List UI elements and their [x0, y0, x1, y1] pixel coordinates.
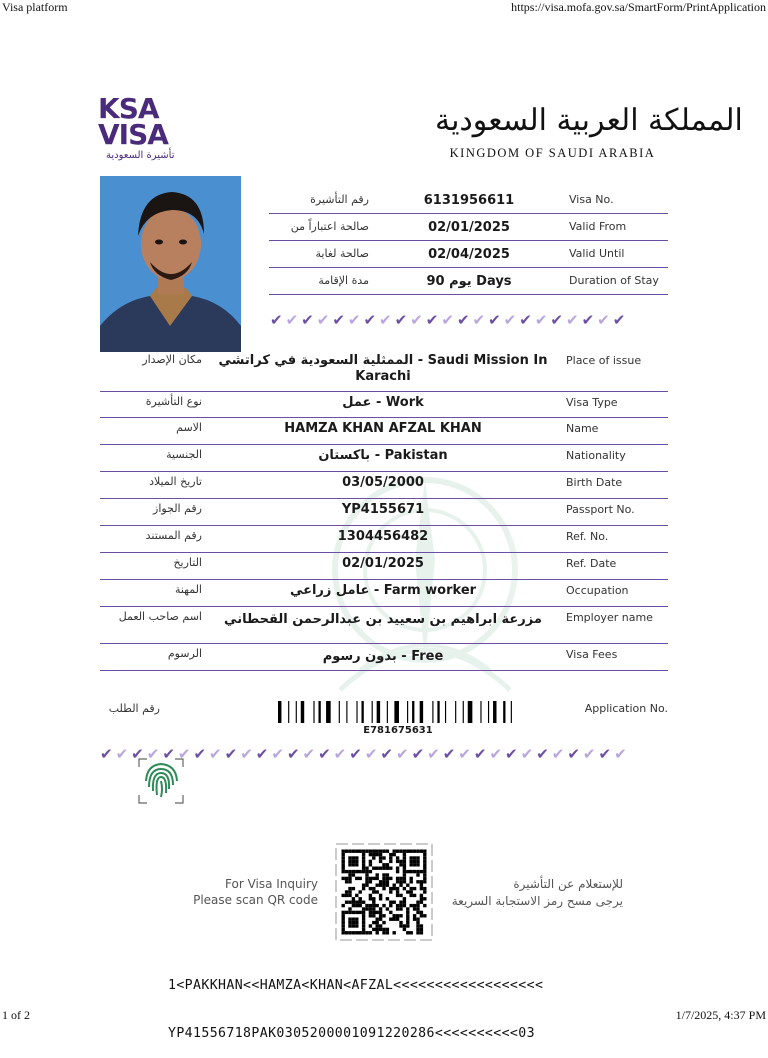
ref-date-label-en: Ref. Date	[566, 557, 617, 570]
check-mark-icon: ✔	[410, 311, 423, 329]
check-mark-icon: ✔	[581, 311, 595, 329]
birth-date-label-ar: تاريخ الميلاد	[149, 475, 202, 488]
visa-no-row	[269, 187, 668, 214]
visa-fees-label-en: Visa Fees	[566, 648, 618, 661]
check-mark-icon: ✔	[316, 311, 330, 329]
occupation-row	[100, 580, 668, 607]
inquiry-qr-code[interactable]	[335, 843, 433, 941]
print-page-url: https://visa.mofa.gov.sa/SmartForm/PrintApplication	[511, 0, 766, 14]
employer-row	[100, 607, 668, 644]
print-datetime: 1/7/2025, 4:37 PM	[675, 1008, 766, 1022]
duration-label-en: Duration of Stay	[569, 274, 659, 287]
application-barcode	[278, 701, 518, 723]
place-of-issue-label-en: Place of issue	[566, 354, 642, 367]
birth-date-label-en: Birth Date	[566, 476, 623, 489]
duration-label-ar: مدة الإقامة	[318, 274, 369, 287]
check-mark-icon: ✔	[177, 745, 191, 763]
visa-type-row	[100, 392, 668, 418]
nationality-row	[100, 445, 668, 472]
check-mark-icon: ✔	[614, 745, 627, 763]
visa-type-label-ar: نوع التأشيرة	[145, 395, 202, 408]
passport-no-label-en: Passport No.	[566, 503, 635, 516]
logo-visa-text: VISA	[98, 118, 168, 151]
kingdom-arabic-title: المملكة العربية السعودية	[435, 103, 743, 138]
check-mark-icon: ✔	[333, 745, 347, 763]
occupation-label-en: Occupation	[566, 584, 629, 597]
check-mark-icon: ✔	[534, 311, 548, 329]
print-page-title: Visa platform	[2, 0, 68, 14]
visa-fees-row	[100, 644, 668, 671]
occupation-label-ar: المهنة	[174, 583, 202, 596]
check-divider-top	[270, 311, 670, 329]
inquiry-ar-line1: للإستعلام عن التأشيرة	[513, 877, 623, 891]
inquiry-ar-line2: يرجى مسح رمز الاستجابة السريعة	[451, 894, 623, 908]
occupation-value: عامل زراعي - Farm worker	[289, 583, 477, 598]
check-mark-icon: ✔	[271, 745, 284, 763]
birth-date-row	[100, 472, 668, 499]
check-mark-icon: ✔	[458, 745, 471, 763]
check-mark-icon: ✔	[379, 311, 392, 329]
visa-no-label-en: Visa No.	[569, 193, 614, 206]
employer-value: مزرعة ابراهيم بن سعييد بن عبدالرحمن القحطاني	[224, 612, 542, 627]
check-mark-icon: ✔	[551, 745, 565, 763]
check-mark-icon: ✔	[318, 745, 331, 763]
inquiry-text-en	[190, 876, 318, 908]
valid-from-label-en: Valid From	[569, 220, 627, 233]
check-mark-icon: ✔	[332, 311, 345, 329]
valid-from-label-ar: صالحة اعتباراً من	[290, 220, 369, 233]
check-mark-icon: ✔	[472, 311, 486, 329]
mrz-line-1: 1<PAKKHAN<<HAMZA<KHAN<AFZAL<<<<<<<<<<<<<<<<<<	[168, 978, 544, 993]
visa-no-value: 6131956611	[423, 193, 515, 208]
check-mark-icon: ✔	[505, 745, 518, 763]
check-mark-icon: ✔	[115, 745, 129, 763]
check-mark-icon: ✔	[193, 745, 207, 763]
fingerprint-icon	[137, 757, 185, 805]
check-mark-icon: ✔	[441, 311, 454, 329]
visa-fees-value: بدون رسوم - Free	[322, 649, 444, 664]
passport-no-row	[100, 499, 668, 526]
check-mark-icon: ✔	[550, 311, 563, 329]
check-mark-icon: ✔	[146, 745, 160, 763]
visa-no-label-ar: رقم التأشيرة	[310, 193, 369, 206]
check-mark-icon: ✔	[301, 311, 314, 329]
name-label-ar: الاسم	[176, 421, 202, 434]
duration-value: 90 يوم Days	[426, 274, 512, 289]
check-mark-icon: ✔	[519, 311, 532, 329]
nationality-value: باكستان - Pakistan	[318, 448, 448, 463]
ref-date-value: 02/01/2025	[342, 556, 424, 571]
check-mark-icon: ✔	[411, 745, 425, 763]
ref-no-value: 1304456482	[337, 529, 429, 544]
check-mark-icon: ✔	[270, 311, 283, 329]
check-mark-icon: ✔	[302, 745, 316, 763]
check-mark-icon: ✔	[380, 745, 393, 763]
ksa-visa-logo	[98, 92, 182, 166]
check-mark-icon: ✔	[162, 745, 175, 763]
inquiry-text-ar	[445, 876, 623, 910]
check-mark-icon: ✔	[582, 745, 596, 763]
application-no-label-en: Application No.	[584, 702, 668, 715]
check-mark-icon: ✔	[255, 745, 269, 763]
passport-no-label-ar: رقم الجواز	[153, 502, 202, 515]
ref-no-label-en: Ref. No.	[566, 530, 609, 543]
check-mark-icon: ✔	[520, 745, 534, 763]
print-header	[0, 0, 768, 14]
check-divider-bottom	[100, 745, 670, 763]
kingdom-english-title: KINGDOM OF SAUDI ARABIA	[449, 146, 656, 160]
passport-no-value: YP4155671	[341, 502, 425, 517]
name-row	[100, 418, 668, 445]
employer-label-ar: اسم صاحب العمل	[118, 610, 202, 623]
kingdom-header	[435, 96, 743, 161]
place-of-issue-value: الممثلية السعودية في كراتشي - Saudi Mission In Karachi	[218, 353, 548, 384]
check-mark-icon: ✔	[597, 311, 610, 329]
check-mark-icon: ✔	[473, 745, 487, 763]
valid-until-value: 02/04/2025	[428, 247, 510, 262]
print-page-number: 1 of 2	[2, 1008, 30, 1022]
check-mark-icon: ✔	[209, 745, 222, 763]
check-mark-icon: ✔	[240, 745, 253, 763]
mrz-line-2: YP41556718PAK0305200001091220286<<<<<<<<<<03	[168, 1026, 535, 1041]
nationality-label-en: Nationality	[566, 449, 626, 462]
valid-until-row	[269, 241, 668, 268]
ref-date-label-ar: التاريخ	[173, 556, 202, 569]
name-value: HAMZA KHAN AFZAL KHAN	[284, 421, 482, 436]
check-mark-icon: ✔	[442, 745, 456, 763]
inquiry-en-line1: For Visa Inquiry	[225, 877, 318, 891]
check-mark-icon: ✔	[567, 745, 580, 763]
ref-no-row	[100, 526, 668, 553]
birth-date-value: 03/05/2000	[342, 475, 424, 490]
check-mark-icon: ✔	[427, 745, 440, 763]
check-mark-icon: ✔	[349, 745, 362, 763]
check-mark-icon: ✔	[347, 311, 361, 329]
check-mark-icon: ✔	[286, 745, 300, 763]
check-mark-icon: ✔	[503, 311, 517, 329]
name-label-en: Name	[566, 422, 599, 435]
check-mark-icon: ✔	[612, 311, 626, 329]
check-mark-icon: ✔	[598, 745, 612, 763]
place-of-issue-row	[100, 350, 668, 392]
check-mark-icon: ✔	[131, 745, 144, 763]
check-mark-icon: ✔	[489, 745, 503, 763]
check-mark-icon: ✔	[395, 745, 409, 763]
check-mark-icon: ✔	[363, 311, 377, 329]
place-of-issue-label-ar: مكان الإصدار	[142, 353, 202, 366]
check-mark-icon: ✔	[285, 311, 299, 329]
application-no-label-ar: رقم الطلب	[108, 702, 160, 715]
valid-from-row	[269, 214, 668, 241]
logo-arabic-text: تأشيرة السعودية	[106, 150, 175, 161]
check-mark-icon: ✔	[565, 311, 579, 329]
valid-until-label-ar: صالحة لغاية	[315, 247, 369, 260]
check-mark-icon: ✔	[425, 311, 439, 329]
check-mark-icon: ✔	[364, 745, 378, 763]
visa-type-value: عمل - Work	[342, 395, 424, 410]
inquiry-en-line2: Please scan QR code	[193, 893, 318, 907]
applicant-photo	[100, 176, 241, 352]
application-no-value: E781675631	[363, 725, 433, 736]
check-mark-icon: ✔	[488, 311, 501, 329]
check-mark-icon: ✔	[224, 745, 238, 763]
visa-fees-label-ar: الرسوم	[167, 647, 202, 660]
check-mark-icon: ✔	[394, 311, 408, 329]
valid-until-label-en: Valid Until	[569, 247, 625, 260]
duration-row	[269, 268, 668, 295]
nationality-label-ar: الجنسية	[166, 448, 202, 461]
employer-label-en: Employer name	[566, 611, 653, 624]
machine-readable-zone	[168, 946, 543, 1058]
check-mark-icon: ✔	[536, 745, 549, 763]
check-mark-icon: ✔	[100, 745, 113, 763]
ref-date-row	[100, 553, 668, 580]
valid-from-value: 02/01/2025	[428, 220, 510, 235]
logo-ksa-text: KSA	[98, 92, 159, 125]
check-mark-icon: ✔	[456, 311, 470, 329]
ref-no-label-ar: رقم المستند	[145, 529, 202, 542]
visa-type-label-en: Visa Type	[566, 396, 618, 409]
